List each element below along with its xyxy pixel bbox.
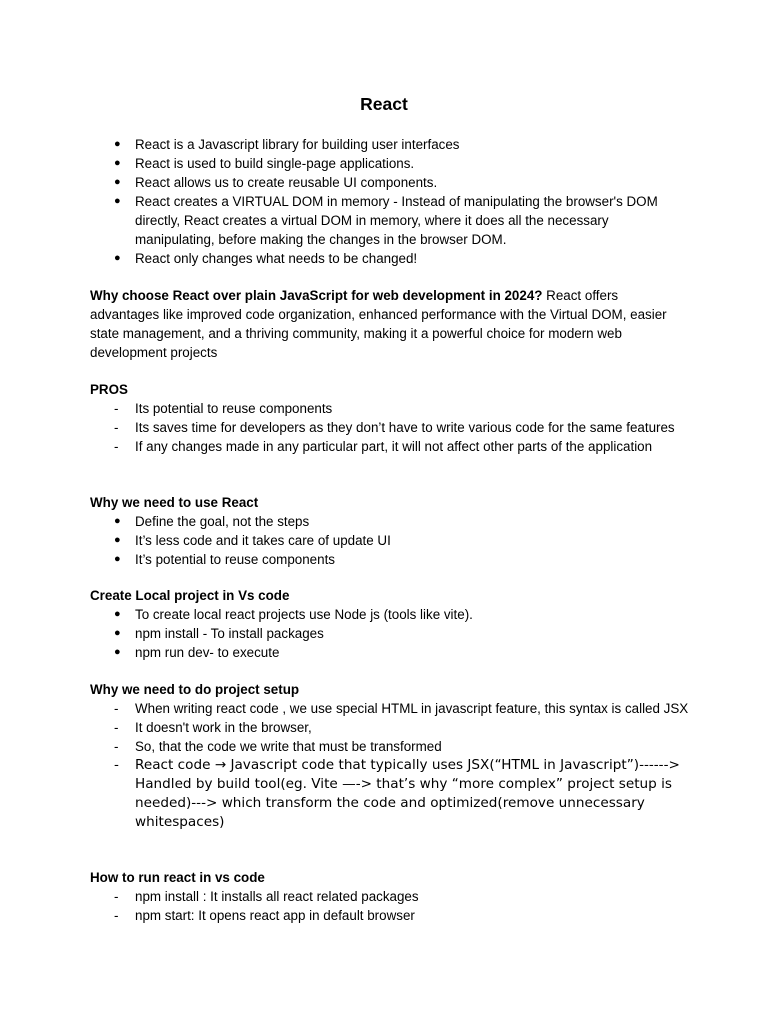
why-use-section xyxy=(90,493,690,569)
list-item-text: To create local react projects use Node js (tools like vite). xyxy=(135,607,473,622)
list-item xyxy=(90,718,690,737)
list-item xyxy=(90,531,690,550)
list-item xyxy=(90,173,690,192)
list-item-text: When writing react code , we use special HTML in javascript feature, this syntax is called JSX xyxy=(135,701,689,716)
list-item xyxy=(90,437,690,456)
list-item-text: React is used to build single-page applications. xyxy=(135,156,415,171)
list-item-text: React only changes what needs to be changed! xyxy=(135,251,418,266)
list-item-text: Its potential to reuse components xyxy=(135,401,333,416)
project-setup-heading: Why we need to do project setup xyxy=(90,682,300,697)
bullet-marker: ● xyxy=(114,176,121,188)
list-item-text: Define the goal, not the steps xyxy=(135,514,310,529)
list-item-text: It doesn't work in the browser, xyxy=(135,720,312,735)
list-item xyxy=(90,135,690,154)
intro-bullet-list xyxy=(90,135,690,268)
dash-marker: - xyxy=(114,401,119,416)
bullet-marker: ● xyxy=(114,138,121,150)
dash-marker: - xyxy=(114,739,119,754)
page-title: React xyxy=(360,94,408,114)
list-item xyxy=(90,605,690,624)
list-item-text: React creates a VIRTUAL DOM in memory - Instead of manipulating the browser's DOM directly, React creates a virtual DOM in memory, where it does all the necessary manipulating, before making the changes in the browser DOM. xyxy=(135,194,658,247)
dash-marker: - xyxy=(114,420,119,435)
why-choose-paragraph xyxy=(90,286,690,362)
why-choose-answer: React offers advantages like improved code organization, enhanced performance with the Virtual DOM, easier state management, and a thriving community, making it a powerful choice for modern web development projects xyxy=(90,288,667,360)
list-item-text: It’s less code and it takes care of update UI xyxy=(135,533,391,548)
dash-marker: - xyxy=(114,908,119,923)
intro-section xyxy=(90,135,690,268)
list-item xyxy=(90,249,690,268)
dash-marker: - xyxy=(114,439,119,454)
list-item xyxy=(90,906,690,925)
bullet-marker: ● xyxy=(114,553,121,565)
list-item xyxy=(90,624,690,643)
bullet-marker: ● xyxy=(114,534,121,546)
list-item-text: npm start: It opens react app in default browser xyxy=(135,908,415,923)
list-item xyxy=(90,192,690,249)
dash-marker: - xyxy=(114,701,119,716)
list-item xyxy=(90,737,690,756)
list-item-text: So, that the code we write that must be transformed xyxy=(135,739,442,754)
bullet-marker: ● xyxy=(114,646,121,658)
bullet-marker: ● xyxy=(114,515,121,527)
list-item xyxy=(90,887,690,906)
run-vscode-heading: How to run react in vs code xyxy=(90,870,265,885)
list-item-text: If any changes made in any particular part, it will not affect other parts of the application xyxy=(135,439,653,454)
list-item-text: npm install - To install packages xyxy=(135,626,324,641)
why-choose-question: Why choose React over plain JavaScript for web development in 2024? xyxy=(90,288,543,303)
list-item xyxy=(90,512,690,531)
list-item xyxy=(90,154,690,173)
pros-list xyxy=(90,399,690,456)
list-item-text: React allows us to create reusable UI components. xyxy=(135,175,438,190)
dash-marker: - xyxy=(114,757,119,773)
list-item-text: Its saves time for developers as they don’t have to write various code for the same features xyxy=(135,420,675,435)
list-item xyxy=(90,550,690,569)
list-item-text: npm install : It installs all react related packages xyxy=(135,889,419,904)
dash-marker: - xyxy=(114,720,119,735)
list-item-text: React code → Javascript code that typically uses JSX(“HTML in Javascript”)------> Handled by build tool(eg. Vite —-> that’s why “more complex” project setup is needed)---> which transform the code and optimized(remove unnecessary whitespaces) xyxy=(135,757,680,830)
local-project-heading: Create Local project in Vs code xyxy=(90,588,290,603)
local-project-section xyxy=(90,586,690,662)
list-item xyxy=(90,756,690,832)
bullet-marker: ● xyxy=(114,252,121,264)
bullet-marker: ● xyxy=(114,627,121,639)
bullet-marker: ● xyxy=(114,157,121,169)
list-item xyxy=(90,699,690,718)
local-project-list xyxy=(90,605,690,662)
list-item xyxy=(90,418,690,437)
pros-heading: PROS xyxy=(90,382,128,397)
dash-marker: - xyxy=(114,889,119,904)
project-setup-list xyxy=(90,699,690,832)
list-item-text: npm run dev- to execute xyxy=(135,645,280,660)
bullet-marker: ● xyxy=(114,195,121,207)
bullet-marker: ● xyxy=(114,608,121,620)
run-vscode-section xyxy=(90,868,690,925)
run-vscode-list xyxy=(90,887,690,925)
why-choose-section xyxy=(90,286,690,362)
list-item xyxy=(90,643,690,662)
pros-section xyxy=(90,380,690,456)
list-item xyxy=(90,399,690,418)
list-item-text: React is a Javascript library for building user interfaces xyxy=(135,137,460,152)
why-use-list xyxy=(90,512,690,569)
project-setup-section xyxy=(90,680,690,832)
list-item-text: It’s potential to reuse components xyxy=(135,552,335,567)
why-use-heading: Why we need to use React xyxy=(90,495,259,510)
